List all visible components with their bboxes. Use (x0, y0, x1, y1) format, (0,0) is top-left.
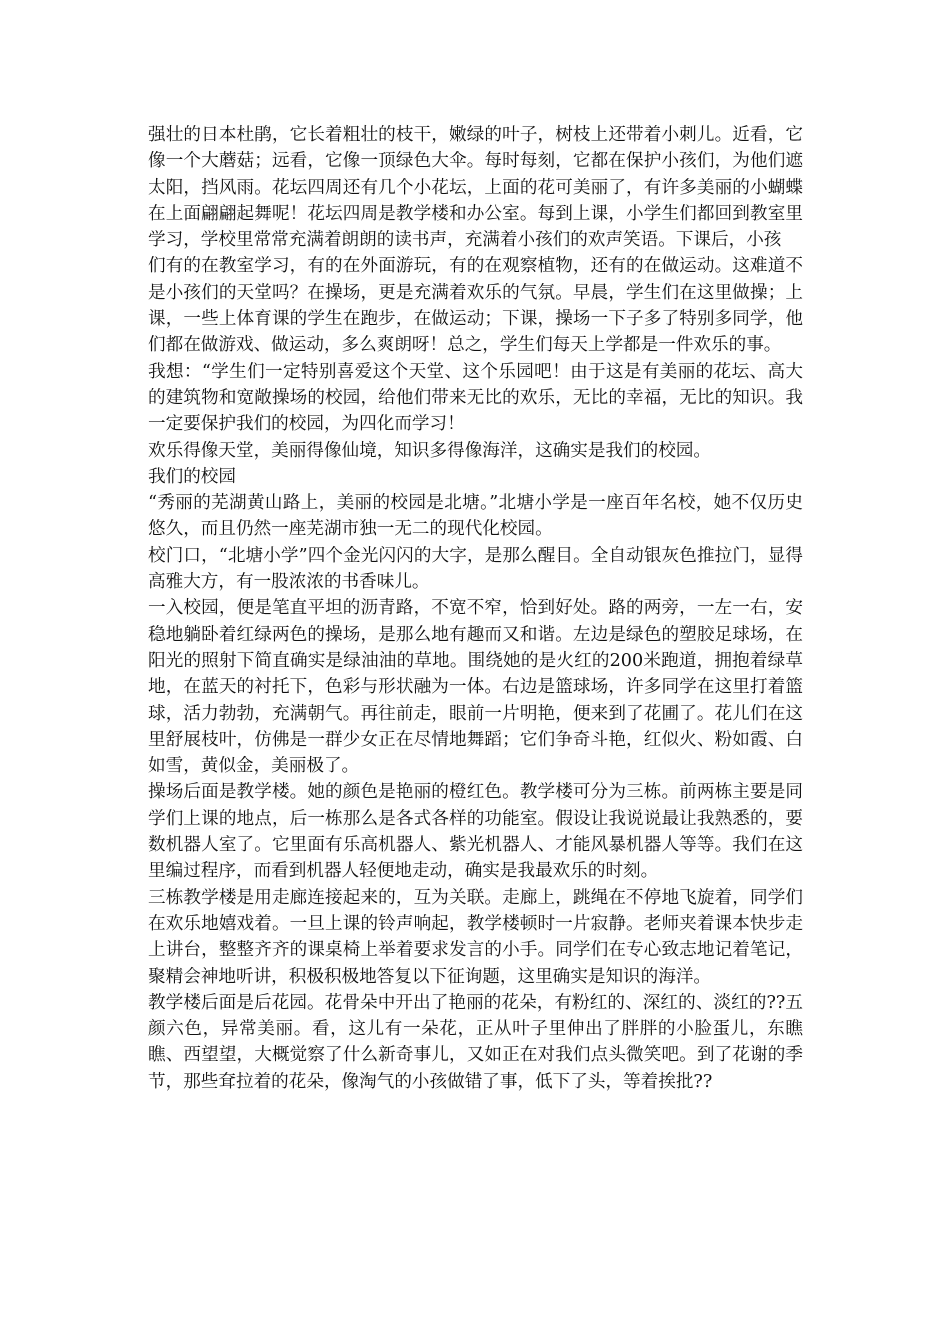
paragraph-introduction: “秀丽的芜湖黄山路上，美丽的校园是北塘。”北塘小学是一座百年名校，她不仅历史悠久，而且仍然一座芜湖市独一无二的现代化校园。 (148, 493, 803, 540)
document-body (148, 122, 803, 1095)
paragraph-school-gate: 校门口，“北塘小学”四个金光闪闪的大字，是那么醒目。全自动银灰色推拉门，显得高雅大方，有一股浓浓的书香味儿。 (148, 545, 803, 593)
paragraph-campus-road: 一入校园，便是笔直平坦的沥青路，不宽不窄，恰到好处。路的两旁，一左一右，安稳地躺卧着红绿两色的操场，是那么地有趣而又和谐。左边是绿色的塑胶足球场，在阳光的照射下简直确实是绿油油的草地。围绕她的是火红的200米跑道，拥抱着绿草地，在蓝天的衬托下，色彩与形状融为一体。右边是篮球场，许多同学在这里打着篮球，活力勃勃，充满朝气。再往前走，眼前一片明艳，便来到了花圃了。花儿们在这里舒展枝叶，仿佛是一群少女正在尽情地舞蹈；它们争奇斗艳，红似火、粉如霞、白如雪，黄似金，美丽极了。 (148, 598, 803, 777)
paragraph-corridor: 三栋教学楼是用走廊连接起来的，互为关联。走廊上，跳绳在不停地飞旋着，同学们在欢乐地嬉戏着。一旦上课的铃声响起，教学楼顿时一片寂静。老师夹着课本快步走上讲台，整整齐齐的课桌椅上举着要求发言的小手。同学们在专心致志地记着笔记，聚精会神地听讲，积极积极地答复以下征询题，这里确实是知识的海洋。 (148, 887, 803, 987)
section-title: 我们的校园 (148, 466, 236, 487)
paragraph-my-thoughts: 我想：“学生们一定特别喜爱这个天堂、这个乐园吧！由于这是有美丽的花坛、高大的建筑物和宽敞操场的校园，给他们带来无比的欢乐，无比的幸福，无比的知识。我一定要保护我们的校园，为四化而学习！ (148, 361, 803, 435)
paragraph-back-garden: 教学楼后面是后花园。花骨朵中开出了艳丽的花朵，有粉红的、深红的、淡红的??五颜六色，异常美丽。看，这儿有一朵花，正从叶子里伸出了胖胖的小脸蛋儿，东瞧瞧、西望望，大概觉察了什么新奇事儿，又如正在对我们点头微笑吧。到了花谢的季节，那些耷拉着的花朵，像淘气的小孩做错了事，低下了头，等着挨批?? (148, 992, 803, 1092)
paragraph-summary: 欢乐得像天堂，美丽得像仙境，知识多得像海洋，这确实是我们的校园。 (148, 440, 712, 461)
paragraph-azalea: 强壮的日本杜鹃，它长着粗壮的枝干，嫩绿的叶子，树枝上还带着小刺儿。近看，它像一个大蘑菇；远看，它像一顶绿色大伞。每时每刻，它都在保护小孩们，为他们遮太阳，挡风雨。花坛四周还有几个小花坛，上面的花可美丽了，有许多美丽的小蝴蝶在上面翩翩起舞呢！花坛四周是教学楼和办公室。每到上课，小学生们都回到教室里学习，学校里常常充满着朗朗的读书声，充满着小孩们的欢声笑语。下课后，小孩 (148, 125, 803, 251)
paragraph-children-activities: 们有的在教室学习，有的在外面游玩，有的在观察植物，还有的在做运动。这难道不是小孩们的天堂吗？在操场，更是充满着欢乐的气氛。早晨，学生们在这里做操；上课，一些上体育课的学生在跑步，在做运动；下课，操场一下子多了特别多同学，他们都在做游戏、做运动，多么爽朗呀！总之，学生们每天上学都是一件欢乐的事。 (148, 256, 803, 356)
paragraph-teaching-building: 操场后面是教学楼。她的颜色是艳丽的橙红色。教学楼可分为三栋。前两栋主要是同学们上课的地点，后一栋那么是各式各样的功能室。假设让我说说最让我熟悉的，要数机器人室了。它里面有乐高机器人、紫光机器人、才能风暴机器人等等。我们在这里编过程序，而看到机器人轻便地走动，确实是我最欢乐的时刻。 (148, 782, 803, 882)
